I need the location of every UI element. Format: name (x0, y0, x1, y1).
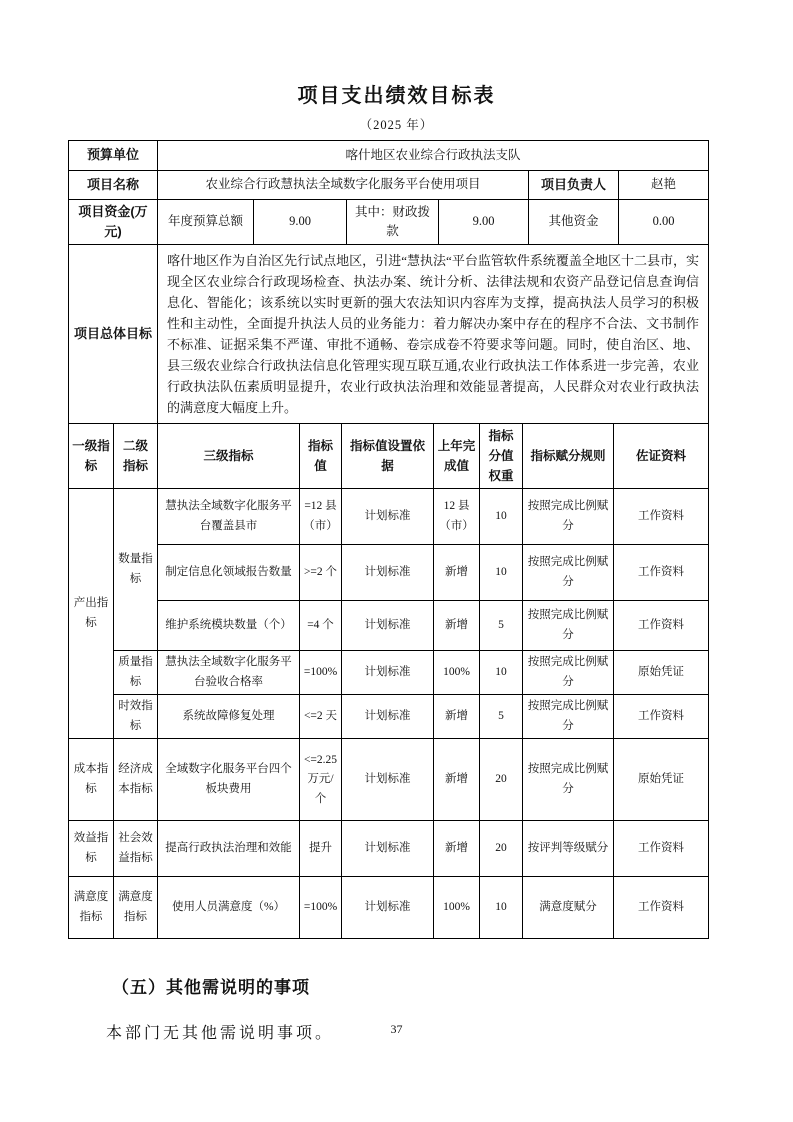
cell-weight: 20 (480, 739, 523, 821)
budget-unit-label: 预算单位 (69, 141, 158, 171)
cell-level3: 系统故障修复处理 (158, 695, 300, 739)
cell-value: =100% (300, 877, 342, 939)
document-title: 项目支出绩效目标表 (297, 85, 496, 107)
cell-prev: 100% (434, 877, 480, 939)
closing-body: 本部门无其他需说明事项。 (106, 1025, 335, 1043)
header-evidence: 佐证资料 (614, 424, 709, 489)
cell-rule: 按照完成比例赋分 (523, 651, 614, 695)
cell-level3: 制定信息化领域报告数量 (158, 545, 300, 601)
project-leader-label: 项目负责人 (529, 171, 619, 200)
header-rule: 指标赋分规则 (523, 424, 614, 489)
cell-rule: 按照完成比例赋分 (523, 489, 614, 545)
cell-evidence: 工作资料 (614, 877, 709, 939)
header-level2: 二级指标 (114, 424, 158, 489)
other-funds-label: 其他资金 (529, 200, 619, 245)
cell-evidence: 工作资料 (614, 489, 709, 545)
cell-level2: 社会效益指标 (114, 821, 158, 877)
indicator-row (69, 489, 709, 545)
other-funds-value: 0.00 (619, 200, 709, 245)
cell-weight: 5 (480, 695, 523, 739)
cell-evidence: 工作资料 (614, 601, 709, 651)
indicator-row (69, 821, 709, 877)
header-level1: 一级指标 (69, 424, 114, 489)
cell-value: <=2 天 (300, 695, 342, 739)
cell-weight: 10 (480, 877, 523, 939)
cell-rule: 满意度赋分 (523, 877, 614, 939)
annual-budget-label: 年度预算总额 (158, 200, 254, 245)
indicator-row (69, 601, 709, 651)
cell-prev: 12 县（市） (434, 489, 480, 545)
project-funds-label: 项目资金(万元) (69, 200, 158, 245)
indicator-row (69, 877, 709, 939)
fiscal-allocation-label: 其中：财政拨款 (347, 200, 439, 245)
cell-prev: 新增 (434, 601, 480, 651)
cell-evidence: 工作资料 (614, 821, 709, 877)
cell-basis: 计划标准 (342, 739, 434, 821)
cell-level2: 时效指标 (114, 695, 158, 739)
cell-prev: 新增 (434, 545, 480, 601)
cell-weight: 20 (480, 821, 523, 877)
cell-prev: 新增 (434, 821, 480, 877)
cell-basis: 计划标准 (342, 651, 434, 695)
cell-level2: 质量指标 (114, 651, 158, 695)
cell-level3: 维护系统模块数量（个） (158, 601, 300, 651)
header-level3: 三级指标 (158, 424, 300, 489)
cell-rule: 按照完成比例赋分 (523, 739, 614, 821)
cell-level1: 满意度指标 (69, 877, 114, 939)
cell-prev: 新增 (434, 695, 480, 739)
cell-evidence: 原始凭证 (614, 739, 709, 821)
cell-value: =4 个 (300, 601, 342, 651)
indicator-row (69, 739, 709, 821)
cell-level2: 经济成本指标 (114, 739, 158, 821)
overall-goal-row (69, 245, 709, 424)
indicator-row (69, 545, 709, 601)
cell-level2: 满意度指标 (114, 877, 158, 939)
cell-basis: 计划标准 (342, 695, 434, 739)
cell-level1: 效益指标 (69, 821, 114, 877)
overall-goal-label: 项目总体目标 (69, 245, 158, 424)
cell-weight: 10 (480, 489, 523, 545)
cell-level1: 产出指标 (69, 489, 114, 739)
cell-level3: 全域数字化服务平台四个板块费用 (158, 739, 300, 821)
project-name-value: 农业综合行政慧执法全域数字化服务平台使用项目 (158, 171, 529, 200)
cell-level3: 提高行政执法治理和效能 (158, 821, 300, 877)
cell-basis: 计划标准 (342, 821, 434, 877)
project-name-label: 项目名称 (69, 171, 158, 200)
annual-budget-value: 9.00 (254, 200, 347, 245)
indicator-row (69, 651, 709, 695)
cell-basis: 计划标准 (342, 601, 434, 651)
project-funds-row (69, 200, 709, 245)
cell-evidence: 工作资料 (614, 695, 709, 739)
cell-level3: 慧执法全域数字化服务平台验收合格率 (158, 651, 300, 695)
cell-weight: 10 (480, 651, 523, 695)
indicator-row (69, 695, 709, 739)
cell-level2: 数量指标 (114, 489, 158, 651)
cell-prev: 100% (434, 651, 480, 695)
indicator-table (68, 423, 709, 939)
cell-level3: 使用人员满意度（%） (158, 877, 300, 939)
indicator-header-row (69, 424, 709, 489)
cell-prev: 新增 (434, 739, 480, 821)
cell-evidence: 工作资料 (614, 545, 709, 601)
header-prev: 上年完成值 (434, 424, 480, 489)
cell-rule: 按照完成比例赋分 (523, 695, 614, 739)
cell-value: =12 县（市） (300, 489, 342, 545)
cell-level3: 慧执法全域数字化服务平台覆盖县市 (158, 489, 300, 545)
project-leader-value: 赵艳 (619, 171, 709, 200)
budget-unit-value: 喀什地区农业综合行政执法支队 (158, 141, 709, 171)
project-name-row (69, 171, 709, 200)
cell-rule: 按照完成比例赋分 (523, 545, 614, 601)
budget-unit-row (69, 141, 709, 171)
cell-value: <=2.25 万元/个 (300, 739, 342, 821)
cell-evidence: 原始凭证 (614, 651, 709, 695)
cell-basis: 计划标准 (342, 489, 434, 545)
header-weight: 指标分值权重 (480, 424, 523, 489)
fiscal-allocation-value: 9.00 (439, 200, 529, 245)
cell-weight: 5 (480, 601, 523, 651)
cell-value: =100% (300, 651, 342, 695)
cell-rule: 按照完成比例赋分 (523, 601, 614, 651)
cell-rule: 按评判等级赋分 (523, 821, 614, 877)
page-number: 37 (390, 1022, 403, 1036)
header-basis: 指标值设置依据 (342, 424, 434, 489)
overall-goal-text: 喀什地区作为自治区先行试点地区，引进“慧执法“平台监管软件系统覆盖全地区十二县市，实现全区农业综合行政现场检查、执法办案、统计分析、法律法规和农资产品登记信息查询信息化、智能化；该系统以实时更新的强大农法知识内容库为支撑，提高执法人员学习的积极性和主动性，全面提升执法人员的业务能力：着力解决办案中存在的程序不合法、文书制作不标准、证据采集不严谨、审批不通畅、卷宗成卷不符要求等问题。同时，使自治区、地、县三级农业综合行政执法信息化管理实现互联互通,农业行政执法工作体系进一步完善，农业行政执法队伍素质明显提升，农业行政执法治理和效能显著提高，人民群众对农业行政执法的满意度大幅度上升。 (158, 245, 709, 424)
cell-basis: 计划标准 (342, 545, 434, 601)
document-subtitle: （2025 年） (359, 118, 434, 132)
cell-level1: 成本指标 (69, 739, 114, 821)
closing-heading: （五）其他需说明的事项 (112, 978, 310, 998)
cell-basis: 计划标准 (342, 877, 434, 939)
header-value: 指标值 (300, 424, 342, 489)
cell-value: >=2 个 (300, 545, 342, 601)
cell-value: 提升 (300, 821, 342, 877)
cell-weight: 10 (480, 545, 523, 601)
project-info-table (68, 140, 709, 424)
